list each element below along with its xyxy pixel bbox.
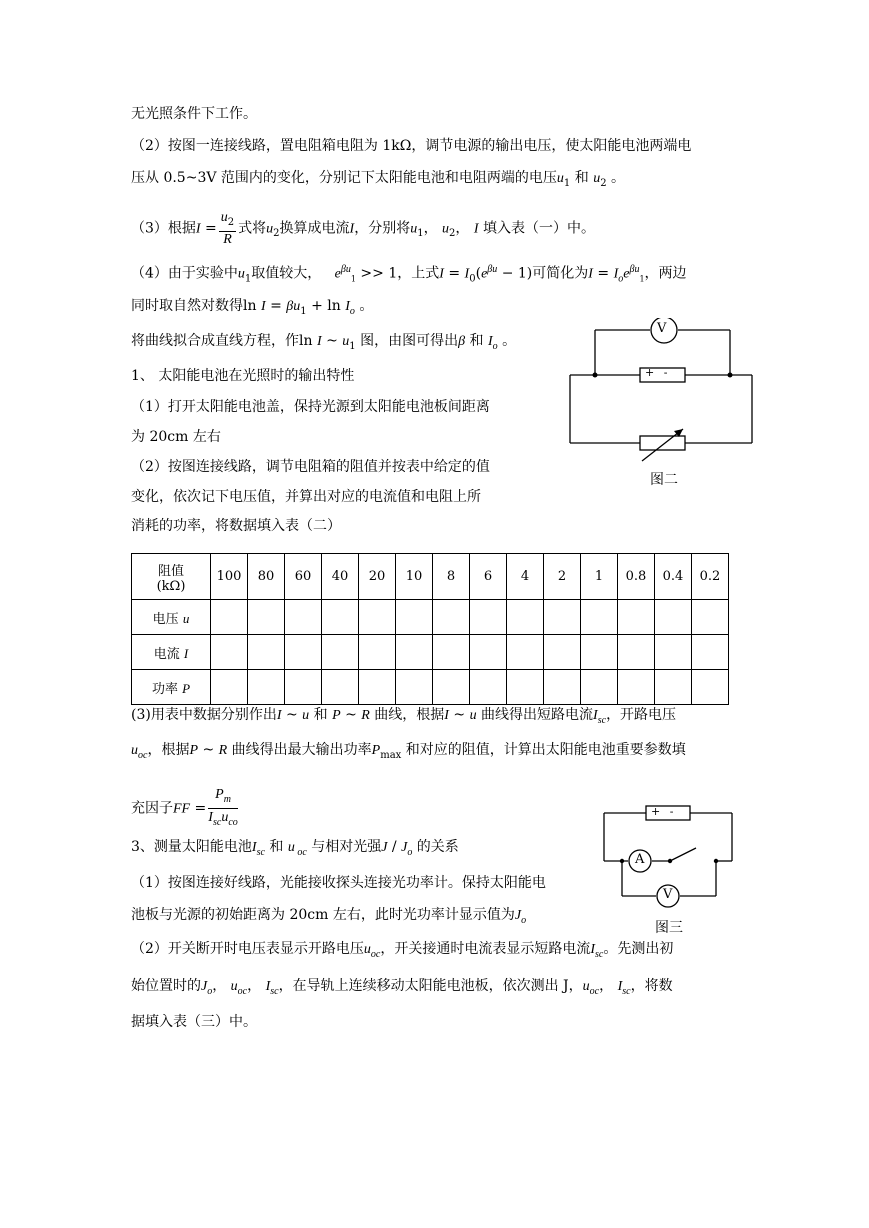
table-cell: 100 <box>211 554 248 600</box>
text-span: 与相对光强 <box>311 839 382 855</box>
text-line: （2）开关断开时电压表显示开路电压$u_{oc}$，开关接通时电流表显示短路电流$I_{sc}$。先测出初 <box>131 941 674 960</box>
text-span: (3)用表中数据分别作出 <box>131 707 277 723</box>
text-line: （2）按图连接线路，调节电阻箱的阻值并按表中给定的值 <box>131 459 490 475</box>
text-line: (3)用表中数据分别作出I ~ u 和 P ~ R 曲线，根据I ~ u 曲线得出短路电流$I_{sc}$，开路电压 <box>131 707 677 726</box>
table-row <box>132 670 729 705</box>
fraction: $\frac{u_2}{R}$ <box>220 210 235 247</box>
text-line: 池板与光源的初始距离为 20cm 左右，此时光功率计显示值为$J_o$ <box>131 907 527 926</box>
text-span: ，根据 <box>147 742 190 758</box>
text-span: 曲线，根据 <box>374 707 445 723</box>
fraction: $\frac{P_m}{I_{sc}u_{co}}$ <box>208 787 238 828</box>
row-label-voltage: 电压 u <box>132 600 211 635</box>
text-line: 变化，依次记下电压值，并算出对应的电流值和电阻上所 <box>131 489 481 505</box>
table-cell: 0.2 <box>692 554 729 600</box>
text-line: 同时取自然对数得$\ln I = \beta u_1 + \ln I_o$ 。 <box>131 298 374 317</box>
text-span: 同时取自然对数得 <box>131 298 243 314</box>
text-span: 取值较大， <box>251 265 322 282</box>
text-span: 换算成电流 <box>279 220 350 237</box>
table-cell: 0.8 <box>618 554 655 600</box>
table-cell: 80 <box>248 554 285 600</box>
text-span: ，上式 <box>397 265 440 282</box>
header-unit: (kΩ) <box>156 578 186 594</box>
voltmeter-label: V <box>657 321 667 336</box>
text-span: 3、测量太阳能电池 <box>131 839 252 855</box>
text-line: （2）按图一连接线路，置电阻箱电阻为 1kΩ，调节电源的输出电压，使太阳能电池两端电 <box>131 138 692 154</box>
text-span: ，两边 <box>644 265 687 282</box>
text-span: 曲线得出最大输出功率 <box>231 742 372 758</box>
text-span: 充因子 <box>131 800 173 817</box>
text-span: 。先测出初 <box>603 941 674 957</box>
table-cell: 4 <box>507 554 544 600</box>
text-span: ，将数 <box>630 978 673 994</box>
text-line: $u_{oc}$，根据P ~ R 曲线得出最大输出功率$P_{max}$ 和对应的阻值，计算出太阳能电池重要参数填 <box>131 742 686 761</box>
figure-3-caption: 图三 <box>655 920 683 936</box>
table-cell: 20 <box>359 554 396 600</box>
figure-2-circuit <box>560 318 760 493</box>
text-line: 将曲线拟合成直线方程，作ln I ~ $u_1$ 图，由图可得出β 和 $I_o$ 。 <box>131 333 517 352</box>
text-span: 始位置时的 <box>131 978 201 994</box>
text-span: ，开路电压 <box>606 707 677 723</box>
data-table-2 <box>131 553 729 705</box>
section-title: 3、测量太阳能电池$I_{sc}$ 和 u $_{oc}$ 与相对光强J / $J_o$ 的关系 <box>131 839 459 858</box>
figure-2-caption: 图二 <box>650 472 678 488</box>
table-header-row <box>132 554 729 600</box>
table-cell: 1 <box>581 554 618 600</box>
text-span: 曲线得出短路电流 <box>481 707 594 723</box>
text-span: 填入表（一）中。 <box>482 220 595 237</box>
text-line: 消耗的功率，将数据填入表（二） <box>131 518 341 534</box>
header-label: 阻值 <box>157 563 184 579</box>
battery-label: + - <box>651 805 677 818</box>
text-span: ，在导轨上连续移动太阳能电池板，依次测出 J， <box>278 978 583 994</box>
battery-label: + - <box>645 366 671 379</box>
text-span: ，分别将 <box>354 220 411 237</box>
table-cell: 0.4 <box>655 554 692 600</box>
section-title: 1、 太阳能电池在光照时的输出特性 <box>131 368 355 384</box>
text-span: 可简化为 <box>532 265 589 282</box>
table-cell: 40 <box>322 554 359 600</box>
table-cell: 10 <box>396 554 433 600</box>
text-span: （3）根据 <box>131 220 196 237</box>
text-span: 和对应的阻值，计算出太阳能电池重要参数填 <box>405 742 686 758</box>
text-line: 为 20cm 左右 <box>131 429 221 445</box>
text-span: （4）由于实验中 <box>131 265 238 282</box>
text-line: 始位置时的$J_o$， $u_{oc}$， $I_{sc}$，在导轨上连续移动太阳能电池板，依次测出 J，$u_{oc}$， $I_{sc}$，将数 <box>131 978 673 997</box>
text-line: 充因子FF = $\frac{P_m}{I_{sc}u_{co}}$ <box>131 786 240 831</box>
voltmeter-label: V <box>663 887 673 902</box>
ammeter-label: A <box>635 852 645 867</box>
table-cell: 60 <box>285 554 322 600</box>
text-line: （3）根据I = $\frac{u_2}{R}$ 式将$u_2$换算成电流I，分别将$u_1$， $u_2$， I 填入表（一）中。 <box>131 210 595 247</box>
table-row <box>132 600 729 635</box>
text-span: 压从 0.5~3V 范围内的变化，分别记下太阳能电池和电阻两端的电压 <box>131 170 557 186</box>
text-span: 图，由图可得出 <box>360 333 459 349</box>
table-row <box>132 635 729 670</box>
text-line: （1）打开太阳能电池盖，保持光源到太阳能电池板间距离 <box>131 399 490 415</box>
table-cell: 2 <box>544 554 581 600</box>
table-header-cell <box>132 554 211 600</box>
row-label-power: 功率 P <box>132 670 211 705</box>
text-span: （2）开关断开时电压表显示开路电压 <box>131 941 364 957</box>
text-span: 将曲线拟合成直线方程，作 <box>131 333 299 349</box>
text-line: 据填入表（三）中。 <box>131 1014 257 1030</box>
text-span: 池板与光源的初始距离为 20cm 左右，此时光功率计显示值为 <box>131 907 515 923</box>
text-span: 式将 <box>238 220 267 237</box>
text-line: （4）由于实验中$u_1$取值较大， $e^{\beta u}_1 >> 1$，上式$I = I_0(e^{\beta u} - 1)$可简化为$I = I_oe^{\beta u}_1$，两边 <box>131 264 687 285</box>
row-label-current: 电流 I <box>132 635 211 670</box>
text-line: 压从 0.5~3V 范围内的变化，分别记下太阳能电池和电阻两端的电压$u_1$ 和 $u_2$ 。 <box>131 170 626 189</box>
text-line: （1）按图连接好线路，光能接收探头连接光功率计。保持太阳能电 <box>131 875 546 891</box>
text-span: ，开关接通时电流表显示短路电流 <box>380 941 591 957</box>
text-span: 的关系 <box>416 839 459 855</box>
text-line: 无光照条件下工作。 <box>131 106 257 122</box>
table-cell: 8 <box>433 554 470 600</box>
table-cell: 6 <box>470 554 507 600</box>
